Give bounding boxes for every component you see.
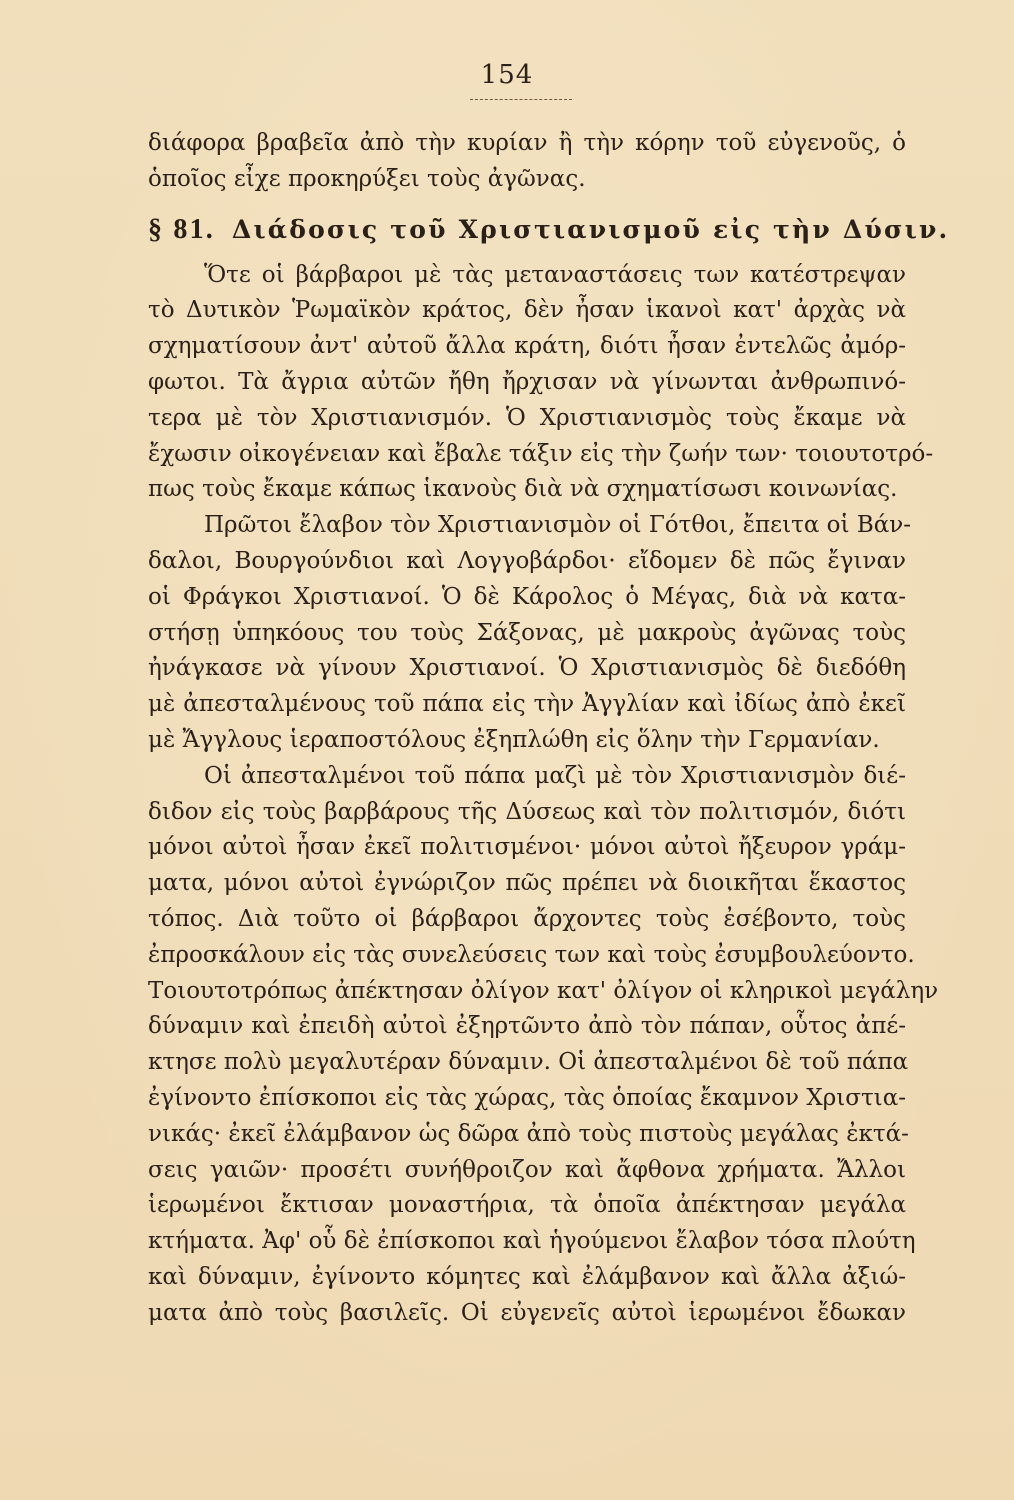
text-line: διάφορα βραβεῖα ἀπὸ τὴν κυρίαν ἢ τὴν κόρην τοῦ εὐγενοῦς, ὁ bbox=[148, 130, 906, 156]
header-rule bbox=[470, 99, 572, 100]
page-number: 154 bbox=[480, 60, 534, 90]
text-line: κτησε πολὺ μεγαλυτέραν δύναμιν. Οἱ ἀπεσταλμένοι δὲ τοῦ πάπα bbox=[148, 1049, 909, 1076]
section-title: Διάδοσις τοῦ Χριστιανισμοῦ εἰς τὴν Δύσιν. bbox=[231, 214, 950, 244]
text-line: κτήματα. Ἀφ' οὗ δὲ ἐπίσκοποι καὶ ἡγούμενοι ἔλαβον τόσα πλούτη bbox=[148, 1228, 916, 1255]
text-line: δύναμιν καὶ ἐπειδὴ αὐτοὶ ἐξηρτῶντο ἀπὸ τὸν πάπαν, οὗτος ἀπέ- bbox=[148, 1013, 906, 1040]
text-line: ἐπροσκάλουν εἰς τὰς συνελεύσεις των καὶ τοὺς ἐσυμβουλεύοντο. bbox=[148, 941, 915, 968]
section-heading bbox=[148, 204, 950, 256]
text-line: πως τοὺς ἔκαμε κάπως ἱκανοὺς διὰ νὰ σχηματίσωσι κοινωνίας. bbox=[148, 476, 898, 503]
page-body bbox=[148, 126, 950, 1332]
text-line: ὁποῖος εἶχε προκηρύξει τοὺς ἀγῶνας. bbox=[148, 165, 586, 192]
text-line: ματα ἀπὸ τοὺς βασιλεῖς. Οἱ εὐγενεῖς αὐτοὶ ἱερωμένοι ἔδωκαν bbox=[148, 1299, 906, 1326]
text-line: δαλοι, Βουργούνδιοι καὶ Λογγοβάρδοι· εἴδομεν δὲ πῶς ἔγιναν bbox=[148, 547, 906, 574]
text-line: σχηματίσουν ἀντ' αὐτοῦ ἄλλα κράτη, διότι ἦσαν ἐντελῶς ἀμόρ- bbox=[148, 333, 906, 360]
text-line: τὸ Δυτικὸν Ῥωμαϊκὸν κράτος, δὲν ἦσαν ἱκανοὶ κατ' ἀρχὰς νὰ bbox=[148, 297, 906, 324]
text-line: μὲ Ἄγγλους ἱεραποστόλους ἐξηπλώθη εἰς ὅλην τὴν Γερμανίαν. bbox=[148, 726, 880, 753]
text-line: οἱ Φράγκοι Χριστιανοί. Ὁ δὲ Κάρολος ὁ Μέγας, διὰ νὰ κατα- bbox=[148, 583, 906, 610]
text-line: μόνοι αὐτοὶ ἦσαν ἐκεῖ πολιτισμένοι· μόνοι αὐτοὶ ἤξευρον γράμ- bbox=[148, 834, 906, 861]
text-line: ἱερωμένοι ἔκτισαν μοναστήρια, τὰ ὁποῖα ἀπέκτησαν μεγάλα bbox=[148, 1192, 906, 1219]
text-line: διδον εἰς τοὺς βαρβάρους τῆς Δύσεως καὶ τὸν πολιτισμόν, διότι bbox=[148, 798, 906, 825]
text-line: φωτοι. Τὰ ἄγρια αὐτῶν ἤθη ἤρχισαν νὰ γίνωνται ἀνθρωπινό- bbox=[148, 368, 906, 395]
section-number: § 81. bbox=[148, 213, 215, 245]
text-line: ἐγίνοντο ἐπίσκοποι εἰς τὰς χώρας, τὰς ὁποίας ἔκαμνον Χριστια- bbox=[148, 1084, 906, 1111]
text-line: Ὅτε οἱ βάρβαροι μὲ τὰς μεταναστάσεις των κατέστρεψαν bbox=[204, 261, 906, 288]
text-line: στήσῃ ὑπηκόους του τοὺς Σάξονας, μὲ μακροὺς ἀγῶνας τοὺς bbox=[148, 619, 906, 646]
text-line: μὲ ἀπεσταλμένους τοῦ πάπα εἰς τὴν Ἀγγλίαν καὶ ἰδίως ἀπὸ ἐκεῖ bbox=[148, 691, 906, 718]
text-line: νικάς· ἐκεῖ ἐλάμβανον ὡς δῶρα ἀπὸ τοὺς πιστοὺς μεγάλας ἐκτά- bbox=[148, 1120, 909, 1147]
text-line: ἔχωσιν οἰκογένειαν καὶ ἔβαλε τάξιν εἰς τὴν ζωήν των· τοιουτοτρό- bbox=[148, 440, 934, 467]
text-line: Οἱ ἀπεσταλμένοι τοῦ πάπα μαζὶ μὲ τὸν Χριστιανισμὸν διέ- bbox=[204, 762, 906, 789]
text-line: σεις γαιῶν· προσέτι συνήθροιζον καὶ ἄφθονα χρήματα. Ἄλλοι bbox=[148, 1156, 906, 1183]
text-line: ματα, μόνοι αὐτοὶ ἐγνώριζον πῶς πρέπει νὰ διοικῆται ἕκαστος bbox=[148, 870, 906, 897]
text-line: Πρῶτοι ἔλαβον τὸν Χριστιανισμὸν οἱ Γότθοι, ἔπειτα οἱ Βάν- bbox=[204, 512, 912, 539]
text-line: τόπος. Διὰ τοῦτο οἱ βάρβαροι ἄρχοντες τοὺς ἐσέβοντο, τοὺς bbox=[148, 905, 906, 932]
text-line: τερα μὲ τὸν Χριστιανισμόν. Ὁ Χριστιανισμὸς τοὺς ἔκαμε νὰ bbox=[148, 404, 906, 431]
text-line: καὶ δύναμιν, ἐγίνοντο κόμητες καὶ ἐλάμβανον καὶ ἄλλα ἀξιώ- bbox=[148, 1263, 906, 1290]
text-line: Τοιουτοτρόπως ἀπέκτησαν ὀλίγον κατ' ὀλίγον οἱ κληρικοὶ μεγάλην bbox=[148, 977, 939, 1004]
text-line: ἠνάγκασε νὰ γίνουν Χριστιανοί. Ὁ Χριστιανισμὸς δὲ διεδόθη bbox=[148, 655, 906, 682]
